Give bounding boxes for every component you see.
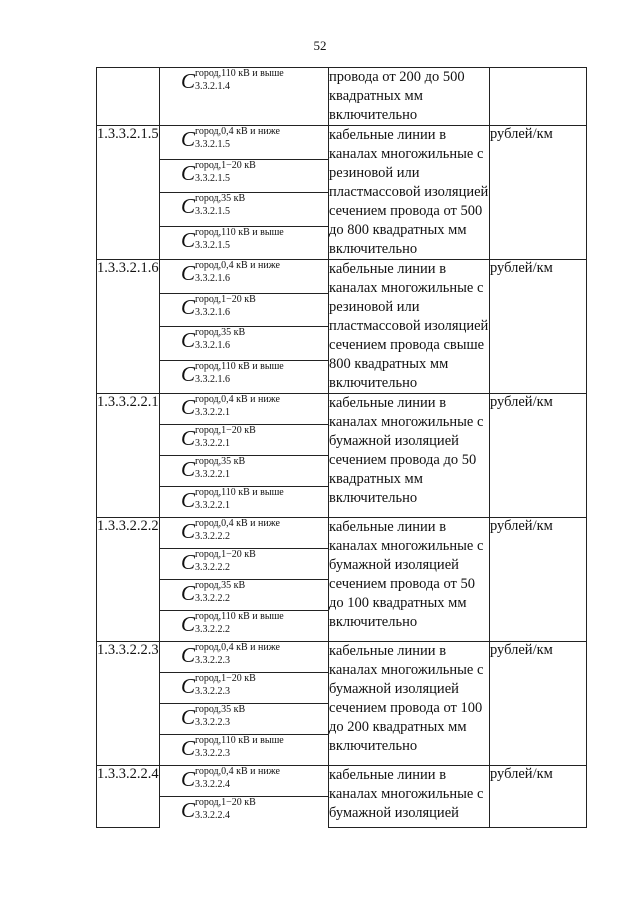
tariff-superscript: город,110 кВ и выше bbox=[194, 487, 284, 498]
tariff-subscript: 3.3.2.2.2 bbox=[194, 624, 230, 635]
tariff-symbol-cell bbox=[160, 159, 329, 193]
tariff-symbol bbox=[181, 394, 307, 419]
tariff-subscript: 3.3.2.2.1 bbox=[194, 469, 230, 480]
tariff-symbol bbox=[181, 126, 307, 151]
cost-letter: C bbox=[180, 550, 195, 574]
tariff-subscript: 3.3.2.2.3 bbox=[194, 655, 230, 666]
tariff-subscript: 3.3.2.2.1 bbox=[194, 500, 230, 511]
item-unit bbox=[490, 68, 587, 126]
tariff-symbol-cell bbox=[160, 766, 329, 797]
page-number: 52 bbox=[313, 38, 327, 53]
tariff-symbol bbox=[181, 704, 307, 729]
cost-letter: C bbox=[180, 767, 195, 791]
tariff-symbol bbox=[181, 518, 307, 543]
tariff-superscript: город,1−20 кВ bbox=[194, 673, 256, 684]
tariff-symbol-cell bbox=[160, 193, 329, 227]
cost-letter: C bbox=[180, 261, 195, 285]
tariff-symbol-cell bbox=[160, 735, 329, 766]
tariff-symbol bbox=[181, 487, 307, 512]
item-code: 1.3.3.2.1.5 bbox=[97, 126, 160, 260]
tariff-symbol-cell bbox=[160, 549, 329, 580]
tariff-symbol-cell bbox=[160, 394, 329, 425]
tariff-subscript: 3.3.2.1.4 bbox=[194, 81, 230, 92]
tariff-subscript: 3.3.2.2.3 bbox=[194, 717, 230, 728]
tariff-superscript: город,0,4 кВ и ниже bbox=[194, 518, 280, 529]
cost-letter: C bbox=[180, 426, 195, 450]
tariff-symbol-cell bbox=[160, 611, 329, 642]
cost-letter: C bbox=[180, 328, 195, 352]
item-description: кабельные линии в каналах многожильные с бумажной изоляцией сечением провода от 50 до 100 квадратных мм включительно bbox=[329, 518, 490, 642]
cost-letter: C bbox=[180, 705, 195, 729]
cost-letter: C bbox=[180, 674, 195, 698]
tariff-symbol bbox=[181, 193, 307, 218]
cost-letter: C bbox=[180, 643, 195, 667]
cost-letter: C bbox=[180, 361, 195, 386]
tariff-subscript: 3.3.2.1.5 bbox=[194, 206, 230, 217]
tariff-superscript: город,1−20 кВ bbox=[194, 293, 256, 305]
tariff-subscript: 3.3.2.2.1 bbox=[194, 438, 230, 449]
tariff-superscript: город,110 кВ и выше bbox=[194, 68, 284, 79]
tariff-symbol-cell bbox=[160, 260, 329, 294]
item-code: 1.3.3.2.2.2 bbox=[97, 518, 160, 642]
cost-letter: C bbox=[180, 581, 195, 605]
tariff-symbol-cell bbox=[160, 456, 329, 487]
tariff-symbol-cell bbox=[160, 293, 329, 327]
tariff-symbol-cell bbox=[160, 360, 329, 394]
tariff-subscript: 3.3.2.2.3 bbox=[194, 748, 230, 759]
tariff-symbol bbox=[181, 327, 307, 352]
cost-letter: C bbox=[180, 612, 195, 636]
tariff-superscript: город,1−20 кВ bbox=[194, 549, 256, 560]
tariff-subscript: 3.3.2.2.3 bbox=[194, 686, 230, 697]
tariff-symbol-cell bbox=[160, 642, 329, 673]
tariff-subscript: 3.3.2.1.5 bbox=[194, 139, 230, 150]
tariff-superscript: город,0,4 кВ и ниже bbox=[194, 766, 280, 777]
tariff-subscript: 3.3.2.1.6 bbox=[194, 306, 230, 318]
tariff-superscript: город,1−20 кВ bbox=[194, 159, 256, 171]
tariff-symbol bbox=[181, 611, 307, 636]
tariff-symbol bbox=[181, 735, 307, 760]
tariff-symbol bbox=[181, 797, 307, 822]
tariff-symbol bbox=[181, 68, 307, 93]
tariff-symbol bbox=[181, 549, 307, 574]
tariff-symbol-cell bbox=[160, 425, 329, 456]
tariff-superscript: город,0,4 кВ и ниже bbox=[194, 126, 280, 137]
tariff-symbol-cell bbox=[160, 226, 329, 260]
tariff-symbol bbox=[181, 766, 307, 791]
tariff-table bbox=[96, 67, 587, 828]
tariff-superscript: город,110 кВ и выше bbox=[194, 360, 284, 372]
tariff-subscript: 3.3.2.1.6 bbox=[194, 273, 230, 284]
tariff-superscript: город,0,4 кВ и ниже bbox=[194, 260, 280, 271]
tariff-subscript: 3.3.2.1.6 bbox=[194, 340, 230, 351]
tariff-superscript: город,110 кВ и выше bbox=[194, 226, 284, 238]
tariff-subscript: 3.3.2.2.1 bbox=[194, 407, 230, 418]
tariff-subscript: 3.3.2.2.2 bbox=[194, 593, 230, 604]
tariff-superscript: город,35 кВ bbox=[194, 704, 246, 715]
cost-letter: C bbox=[180, 127, 195, 151]
tariff-symbol bbox=[181, 294, 307, 319]
tariff-subscript: 3.3.2.2.2 bbox=[194, 531, 230, 542]
tariff-symbol-cell bbox=[160, 327, 329, 361]
item-code bbox=[97, 68, 160, 126]
table-row bbox=[97, 126, 587, 160]
cost-letter: C bbox=[180, 457, 195, 481]
item-description: кабельные линии в каналах многожильные с резиновой или пластмассовой изоляцией сечением провода от 500 до 800 квадратных мм включительно bbox=[329, 126, 490, 260]
tariff-symbol bbox=[181, 580, 307, 605]
tariff-subscript: 3.3.2.1.5 bbox=[194, 239, 230, 251]
table-row bbox=[97, 518, 587, 549]
tariff-superscript: город,1−20 кВ bbox=[194, 797, 256, 808]
tariff-superscript: город,0,4 кВ и ниже bbox=[194, 394, 280, 405]
tariff-subscript: 3.3.2.2.4 bbox=[194, 779, 230, 790]
tariff-symbol bbox=[181, 673, 307, 698]
tariff-symbol bbox=[181, 425, 307, 450]
item-unit: рублей/км bbox=[490, 518, 587, 642]
cost-letter: C bbox=[180, 160, 195, 185]
tariff-symbol-cell bbox=[160, 68, 329, 126]
tariff-symbol bbox=[181, 456, 307, 481]
tariff-superscript: город,1−20 кВ bbox=[194, 425, 256, 436]
item-code: 1.3.3.2.2.4 bbox=[97, 766, 160, 828]
tariff-superscript: город,35 кВ bbox=[194, 580, 246, 591]
item-description: провода от 200 до 500 квадратных мм включительно bbox=[329, 68, 490, 126]
tariff-symbol-cell bbox=[160, 704, 329, 735]
tariff-symbol-cell bbox=[160, 673, 329, 704]
tariff-subscript: 3.3.2.1.6 bbox=[194, 373, 230, 385]
tariff-superscript: город,0,4 кВ и ниже bbox=[194, 642, 280, 653]
item-code: 1.3.3.2.2.1 bbox=[97, 394, 160, 518]
tariff-symbol bbox=[181, 642, 307, 667]
table-row bbox=[97, 68, 587, 126]
tariff-symbol bbox=[181, 227, 307, 252]
cost-letter: C bbox=[180, 227, 195, 252]
cost-letter: C bbox=[180, 69, 195, 93]
table-row bbox=[97, 642, 587, 673]
table-row bbox=[97, 766, 587, 797]
cost-letter: C bbox=[180, 294, 195, 319]
tariff-superscript: город,110 кВ и выше bbox=[194, 735, 284, 746]
tariff-subscript: 3.3.2.2.2 bbox=[194, 562, 230, 573]
cost-letter: C bbox=[180, 798, 195, 822]
item-unit: рублей/км bbox=[490, 642, 587, 766]
tariff-symbol bbox=[181, 361, 307, 386]
tariff-superscript: город,35 кВ bbox=[194, 327, 246, 338]
item-description: кабельные линии в каналах многожильные с бумажной изоляцией сечением провода от 100 до 200 квадратных мм включительно bbox=[329, 642, 490, 766]
tariff-subscript: 3.3.2.1.5 bbox=[194, 172, 230, 184]
cost-letter: C bbox=[180, 519, 195, 543]
item-unit: рублей/км bbox=[490, 260, 587, 394]
tariff-symbol bbox=[181, 260, 307, 285]
tariff-subscript: 3.3.2.2.4 bbox=[194, 810, 230, 821]
tariff-symbol-cell bbox=[160, 580, 329, 611]
table-row bbox=[97, 394, 587, 425]
tariff-symbol bbox=[181, 160, 307, 185]
item-code: 1.3.3.2.2.3 bbox=[97, 642, 160, 766]
item-unit: рублей/км bbox=[490, 394, 587, 518]
cost-letter: C bbox=[180, 194, 195, 218]
cost-letter: C bbox=[180, 736, 195, 760]
item-description: кабельные линии в каналах многожильные с бумажной изоляцией сечением провода до 50 квадратных мм включительно bbox=[329, 394, 490, 518]
tariff-symbol-cell bbox=[160, 487, 329, 518]
cost-letter: C bbox=[180, 395, 195, 419]
tariff-superscript: город,110 кВ и выше bbox=[194, 611, 284, 622]
tariff-symbol-cell bbox=[160, 518, 329, 549]
tariff-superscript: город,35 кВ bbox=[194, 456, 246, 467]
item-unit: рублей/км bbox=[490, 766, 587, 828]
tariff-superscript: город,35 кВ bbox=[194, 193, 246, 204]
item-description: кабельные линии в каналах многожильные с бумажной изоляцией bbox=[329, 766, 490, 828]
item-description: кабельные линии в каналах многожильные с резиновой или пластмассовой изоляцией сечением провода свыше 800 квадратных мм включительно bbox=[329, 260, 490, 394]
cost-letter: C bbox=[180, 488, 195, 512]
tariff-symbol-cell bbox=[160, 797, 329, 828]
item-unit: рублей/км bbox=[490, 126, 587, 260]
item-code: 1.3.3.2.1.6 bbox=[97, 260, 160, 394]
table-row bbox=[97, 260, 587, 294]
tariff-symbol-cell bbox=[160, 126, 329, 160]
